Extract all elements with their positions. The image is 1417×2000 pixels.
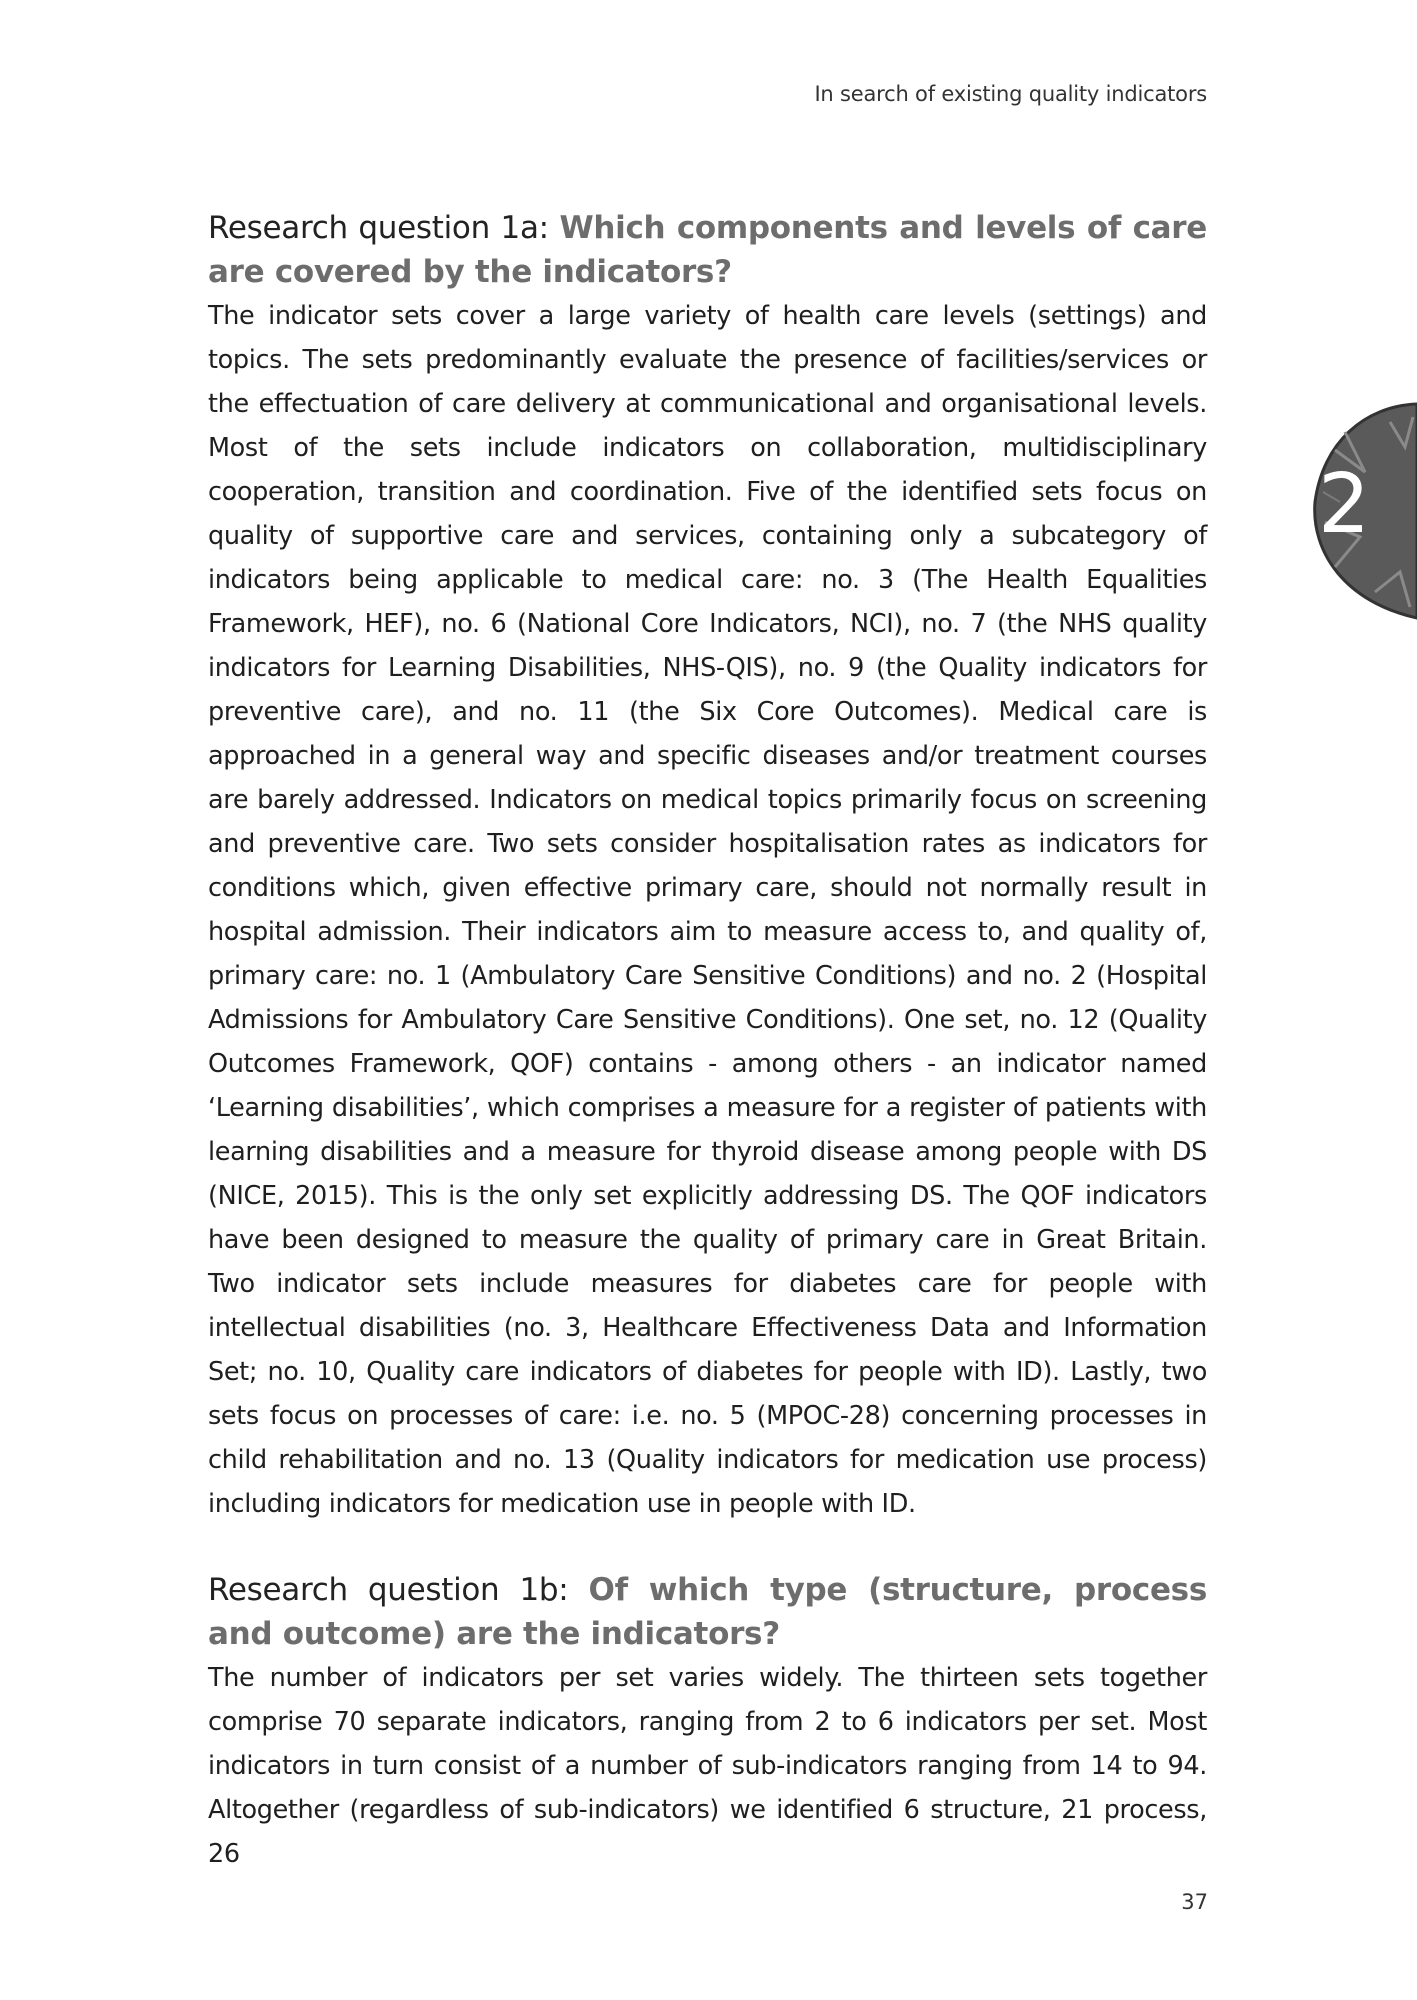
research-question-label: Research question 1b: [208,1572,569,1608]
section-heading-1a [208,206,1207,294]
chapter-number: 2 [1318,457,1371,552]
research-question-text: Which components and levels of care are covered by the indicators? [208,210,1207,290]
running-header: In search of existing quality indicators [814,82,1207,106]
section-1a-paragraph: The indicator sets cover a large variety of health care levels (settings) and topics. The sets predominantly evaluate the presence of facilities/services or the effectuation of care delivery at communicational and organisational levels. Most of the sets include indicators on collaboration, multidisciplinary cooperation, transition and coordination. Five of the identified sets focus on quality of supportive care and services, containing only a subcategory of indicators being applicable to medical care: no. 3 (The Health Equalities Framework, HEF), no. 6 (National Core Indicators, NCI), no. 7 (the NHS quality indicators for Learning Disabilities, NHS-QIS), no. 9 (the Quality indicators for preventive care), and no. 11 (the Six Core Outcomes). Medical care is approached in a general way and specific diseases and/or treatment courses are barely addressed. Indicators on medical topics primarily focus on screening and preventive care. Two sets consider hospitalisation rates as indicators for conditions which, given effective primary care, should not normally result in hospital admission. Their indicators aim to measure access to, and quality of, primary care: no. 1 (Ambulatory Care Sensitive Conditions) and no. 2 (Hospital Admissions for Ambulatory Care Sensitive Conditions). One set, no. 12 (Quality Outcomes Framework, QOF) contains - among others - an indicator named ‘Learning disabilities’, which comprises a measure for a register of patients with learning disabilities and a measure for thyroid disease among people with DS (NICE, 2015). This is the only set explicitly addressing DS. The QOF indicators have been designed to measure the quality of primary care in Great Britain. Two indicator sets include measures for diabetes care for people with intellectual disabilities (no. 3, Healthcare Effectiveness Data and Information Set; no. 10, Quality care indicators of diabetes for people with ID). Lastly, two sets focus on processes of care: i.e. no. 5 (MPOC-28) concerning processes in child rehabilitation and no. 13 (Quality indicators for medication use process) including indicators for medication use in people with ID. [208,301,1207,1519]
section-spacer [208,1526,1207,1568]
section-1b-paragraph: The number of indicators per set varies widely. The thirteen sets together comprise 70 separate indicators, ranging from 2 to 6 indicators per set. Most indicators in turn consist of a number of sub-indicators ranging from 14 to 94. Altogether (regardless of sub-indicators) we identified 6 structure, 21 process, 26 [208,1663,1207,1869]
research-question-text: Of which type (structure, process and outcome) are the indicators? [208,1572,1207,1652]
section-heading-1b [208,1568,1207,1656]
research-question-label: Research question 1a: [208,210,549,246]
page-content [208,206,1207,1876]
page-number: 37 [1181,1890,1208,1914]
